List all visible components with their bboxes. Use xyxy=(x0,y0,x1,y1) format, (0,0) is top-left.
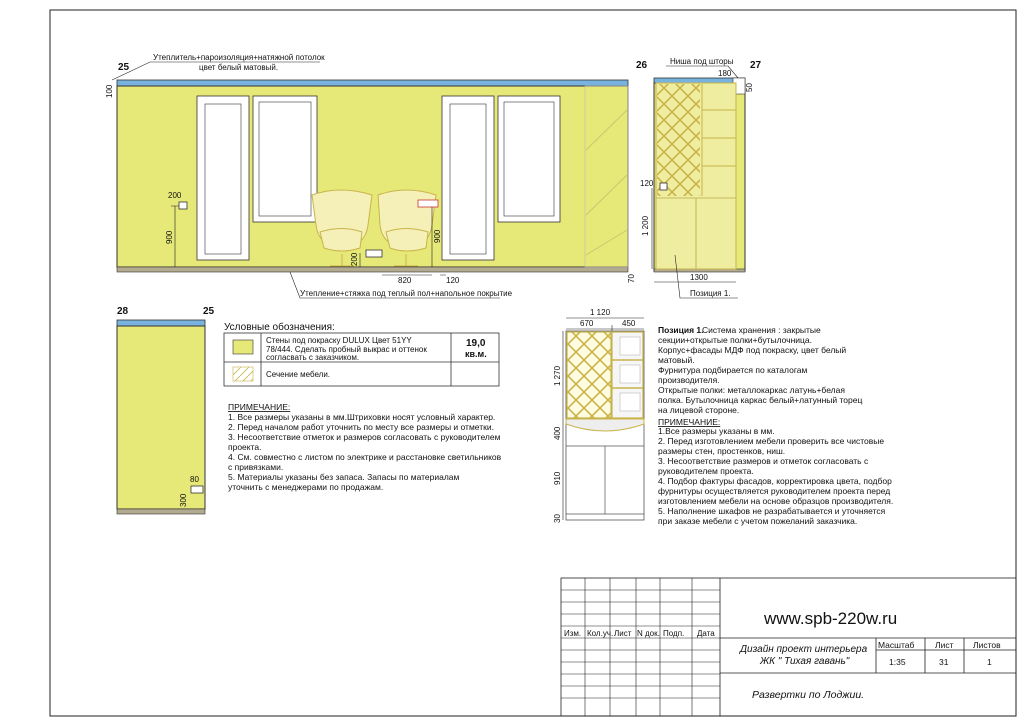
hdr-sheet: Лист xyxy=(935,640,954,650)
project-line1: Дизайн проект интерьера xyxy=(740,644,868,655)
desc-line: секции+открытые полки+бутылочница. xyxy=(658,335,812,345)
dim-900-b: 900 xyxy=(433,229,442,243)
notes-main-title: ПРИМЕЧАНИЕ: xyxy=(228,402,291,412)
dim-450: 450 xyxy=(622,319,636,328)
notes-main-line: уточнить с менеджерами по продажам. xyxy=(228,482,384,492)
hdr-scale: Масштаб xyxy=(878,640,915,650)
legend-row1-line1: Стены под покраску DULUX Цвет 51YY xyxy=(266,336,412,345)
furniture-description xyxy=(658,325,893,526)
dim-100: 100 xyxy=(105,84,114,98)
dim-120: 120 xyxy=(446,276,460,285)
furn-note: 5. Наполнение шкафов не разрабатывается и уточняется xyxy=(658,506,886,516)
furn-note: при заказе мебели с учетом пожеланий заказчика. xyxy=(658,516,858,526)
col-izm: Изм. xyxy=(564,629,582,638)
title-block xyxy=(561,578,1016,716)
desc-line: полка. Бутылочница каркас белый+латунный торец xyxy=(658,395,863,405)
dim-120: 120 xyxy=(640,179,654,188)
desc-line: производителя. xyxy=(658,375,720,385)
project-line2: ЖК " Тихая гавань" xyxy=(760,656,850,667)
legend-swatch-furniture xyxy=(233,367,253,381)
desc-line: Фурнитура подбирается по каталогам xyxy=(658,365,808,375)
axis-label-26: 26 xyxy=(636,60,648,71)
legend-title: Условные обозначения: xyxy=(224,322,335,333)
desc-title: Позиция 1. xyxy=(658,325,704,335)
sheet-title: Развертки по Лоджии. xyxy=(752,689,865,701)
floor-note: Утепление+стяжка под теплый пол+напольное покрытие xyxy=(300,289,513,298)
notes-main-line: 2. Перед началом работ уточнить по месту все размеры и отметки. xyxy=(228,422,494,432)
notes-main-line: 4. См. совместно с листом по электрике и расстановке светильников xyxy=(228,452,502,462)
notes-main-line: 3. Несоответствие отметок и размеров согласовать с руководителем xyxy=(228,432,501,442)
notes-main xyxy=(228,402,502,492)
socket-floor xyxy=(366,250,382,257)
furn-note: руководителем проекта. xyxy=(658,466,754,476)
legend-area: 19,0 xyxy=(466,338,486,349)
dim-70: 70 xyxy=(627,274,636,283)
dim-670: 670 xyxy=(580,319,594,328)
dim-180: 180 xyxy=(718,69,732,78)
axis-label-28: 28 xyxy=(117,306,129,317)
dim-820: 820 xyxy=(398,276,412,285)
furniture-elevation xyxy=(553,308,644,523)
dim-200-a: 200 xyxy=(168,191,182,200)
col-data: Дата xyxy=(697,629,715,638)
socket-left xyxy=(179,202,187,209)
hdr-sheets: Листов xyxy=(973,640,1001,650)
axis-label-25: 25 xyxy=(118,62,130,73)
window-left xyxy=(253,96,317,222)
dim-1300: 1300 xyxy=(690,273,708,282)
val-sheet: 31 xyxy=(939,657,949,667)
dim-1120: 1 120 xyxy=(590,308,611,317)
legend-row1-line2: 78/444. Сделать пробный выкрас и оттенок xyxy=(266,345,427,354)
furn-notes-title: ПРИМЕЧАНИЕ: xyxy=(658,417,721,427)
desc-line: матовый. xyxy=(658,355,695,365)
dim-30: 30 xyxy=(553,514,562,523)
ceiling-note: Утеплитель+пароизоляция+натяжной потолок xyxy=(153,53,325,62)
val-scale: 1:35 xyxy=(889,657,906,667)
legend-unit: кв.м. xyxy=(465,349,487,359)
dim-80: 80 xyxy=(190,475,199,484)
desc-line: Открытые полки: металлокаркас латунь+белая xyxy=(658,385,845,395)
notes-main-line: 5. Материалы указаны без запаса. Запасы по материалам xyxy=(228,472,460,482)
furn-note: размеры стен, простенков, ниш. xyxy=(658,446,786,456)
desc-line: на лицевой стороне. xyxy=(658,405,740,415)
floor-strip xyxy=(117,267,628,272)
legend-row2: Сечение мебели. xyxy=(266,370,331,379)
furn-note: 4. Подбор фактуры фасадов, корректировка цвета, подбор xyxy=(658,476,892,486)
desc-line: Корпус+фасады МДФ под покраску, цвет белый xyxy=(658,345,847,355)
legend-swatch-wall xyxy=(233,340,253,354)
website: www.spb-220w.ru xyxy=(764,609,898,628)
furn-note: 1.Все размеры указаны в мм. xyxy=(658,426,775,436)
ceiling-strip xyxy=(117,80,628,86)
dim-900-a: 900 xyxy=(165,230,174,244)
val-sheets: 1 xyxy=(987,657,992,667)
ceiling-note-2: цвет белый матовый. xyxy=(199,63,279,72)
dim-200-b: 200 xyxy=(350,252,359,266)
axis-label-27: 27 xyxy=(750,60,762,71)
legend-row1-line3: согласвать с заказчиком. xyxy=(266,353,360,362)
furn-note: изготовлением мебели на основе образцов производителя. xyxy=(658,496,894,506)
legend xyxy=(224,321,499,386)
elevation-small xyxy=(117,306,215,514)
col-podp: Подп. xyxy=(663,629,685,638)
position-note: Позиция 1. xyxy=(690,289,731,298)
dim-300: 300 xyxy=(179,493,188,507)
window-right xyxy=(498,96,560,222)
niche-note: Ниша под шторы xyxy=(670,57,734,66)
furn-note: 2. Перед изготовлением мебели проверить все чистовые xyxy=(658,436,885,446)
dim-910: 910 xyxy=(553,471,562,485)
furn-note: 3. Несоответствие размеров и отметок согласовать с xyxy=(658,456,869,466)
notes-main-line: с привязками. xyxy=(228,462,284,472)
col-list: Лист xyxy=(614,629,632,638)
axis-label-25b: 25 xyxy=(203,306,215,317)
notes-main-line: проекта. xyxy=(228,442,262,452)
elevation-right xyxy=(636,57,762,298)
col-koluch: Кол.уч. xyxy=(587,629,614,638)
desc-line: Система хранения : закрытые xyxy=(702,325,821,335)
notes-main-line: 1. Все размеры указаны в мм.Штриховки носят условный характер. xyxy=(228,412,496,422)
elevation-main xyxy=(105,53,636,298)
furn-note: фурнитуры осуществляется руководителем проекта перед xyxy=(658,486,891,496)
dim-1200: 1 200 xyxy=(641,215,650,236)
dim-400: 400 xyxy=(553,426,562,440)
dim-50: 50 xyxy=(745,83,754,92)
socket-right xyxy=(418,200,438,207)
dim-1270: 1 270 xyxy=(553,365,562,386)
col-ndok: N док. xyxy=(637,629,660,638)
